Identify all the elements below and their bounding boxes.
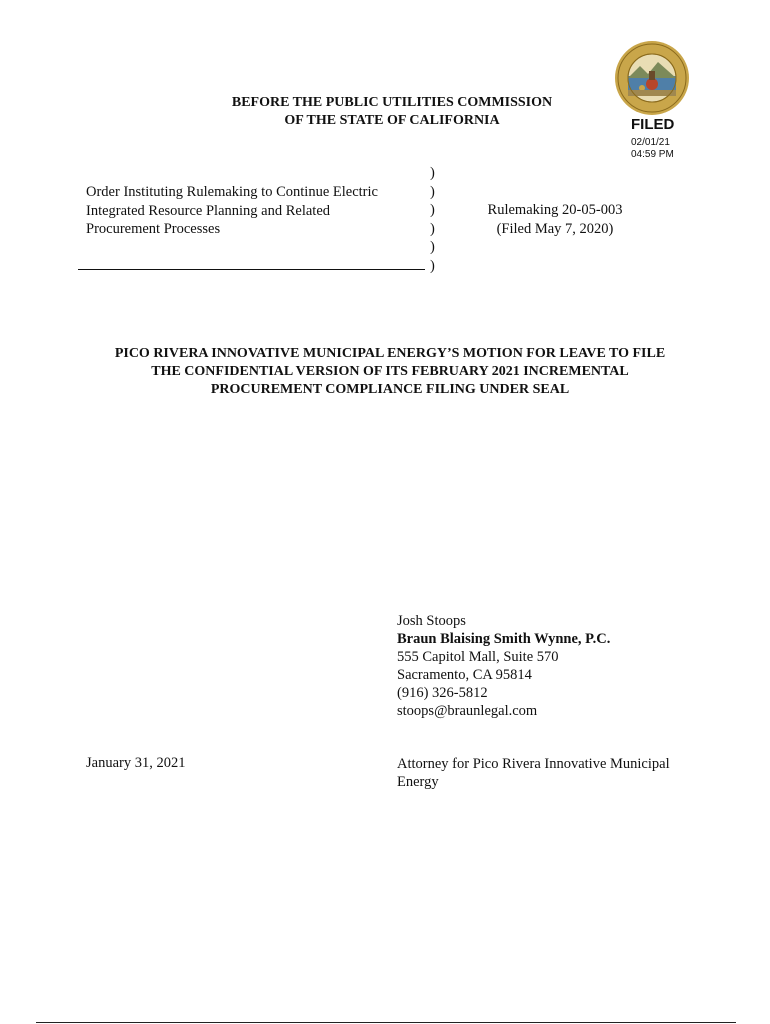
docket-filed-date: (Filed May 7, 2020) <box>496 220 614 237</box>
signature-block <box>397 612 610 720</box>
attorney-for-line-1: Attorney for Pico Rivera Innovative Municipal <box>397 756 670 772</box>
attorney-name: Josh Stoops <box>397 613 466 629</box>
email-address: stoops@braunlegal.com <box>397 703 538 719</box>
motion-title-line-1: PICO RIVERA INNOVATIVE MUNICIPAL ENERGY’S MOTION FOR LEAVE TO FILE <box>114 346 666 361</box>
paren: ) <box>430 202 435 218</box>
address-line-2: Sacramento, CA 95814 <box>397 667 532 683</box>
paren: ) <box>430 183 435 200</box>
law-firm-name: Braun Blaising Smith Wynne, P.C. <box>397 631 611 647</box>
caption-line-2: Integrated Resource Planning and Related <box>86 202 331 219</box>
heading-line-2: OF THE STATE OF CALIFORNIA <box>284 113 500 128</box>
attorney-for <box>397 755 697 791</box>
phone-number: (916) 326-5812 <box>397 685 488 701</box>
attorney-for-line-2: Energy <box>397 774 439 790</box>
filed-date: 02/01/21 <box>631 137 670 148</box>
filed-time: 04:59 PM <box>631 149 674 160</box>
motion-title-line-2: THE CONFIDENTIAL VERSION OF ITS FEBRUARY 2021 INCREMENTAL <box>151 364 629 379</box>
caption-divider <box>78 269 425 270</box>
commission-heading <box>150 94 634 130</box>
motion-title <box>80 345 700 399</box>
caption-line-1: Order Instituting Rulemaking to Continue Electric <box>86 184 378 200</box>
paren: ) <box>430 220 435 237</box>
address-line-1: 555 Capitol Mall, Suite 570 <box>397 649 559 665</box>
motion-title-line-3: PROCUREMENT COMPLIANCE FILING UNDER SEAL <box>210 382 570 397</box>
caption-line-3: Procurement Processes <box>86 221 221 237</box>
footer-divider <box>36 1022 736 1023</box>
docket-info <box>470 201 640 238</box>
filed-stamp-label: FILED <box>631 116 675 133</box>
filed-stamp-datetime <box>631 137 674 161</box>
caption-parentheses <box>430 164 435 275</box>
paren: ) <box>430 257 435 274</box>
paren: ) <box>430 165 435 181</box>
cpuc-seal-icon <box>614 40 690 116</box>
paren: ) <box>430 239 435 255</box>
case-caption <box>86 183 416 239</box>
document-date: January 31, 2021 <box>86 755 186 771</box>
heading-line-1: BEFORE THE PUBLIC UTILITIES COMMISSION <box>231 95 553 110</box>
docket-number: Rulemaking 20-05-003 <box>487 202 623 218</box>
